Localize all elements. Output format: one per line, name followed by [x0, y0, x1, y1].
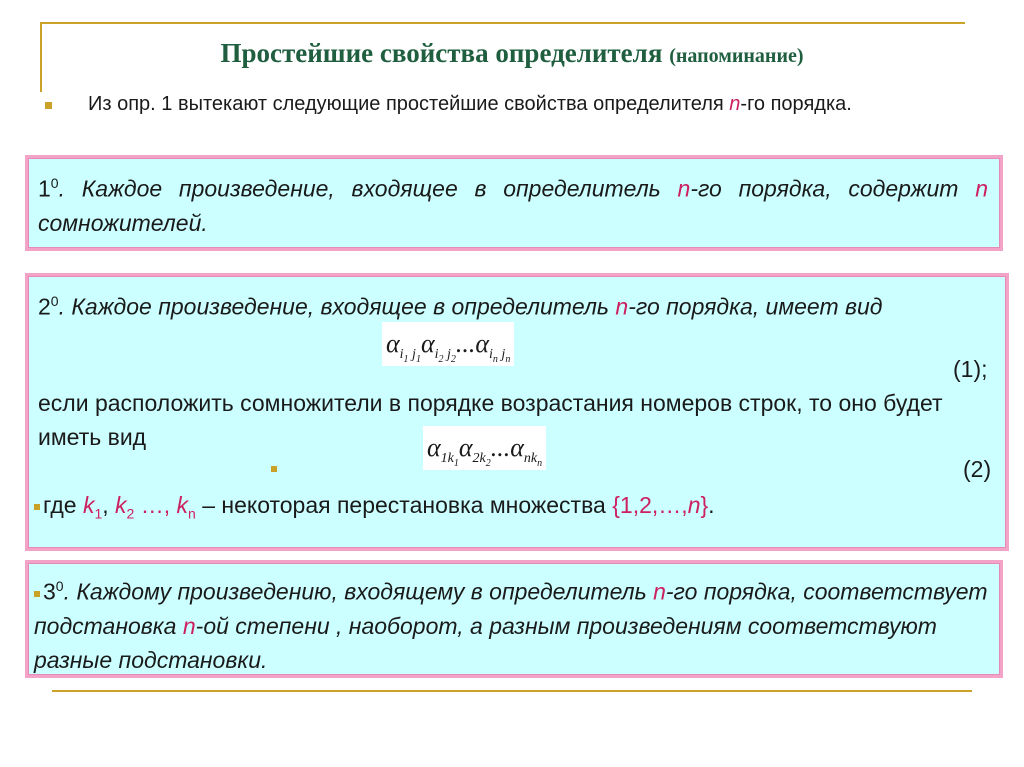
- decor-top-line: [40, 22, 965, 24]
- bullet-icon: [34, 504, 40, 510]
- bullet-icon: [271, 466, 277, 472]
- title-main: Простейшие свойства определителя: [220, 38, 663, 68]
- bullet-icon: [45, 102, 52, 109]
- formula-2: $\alpha_{1k_1}\alpha_{2k_2}...\alpha_{nk_n}$: [423, 426, 546, 470]
- property-2-box: [25, 273, 1009, 551]
- decor-bottom-line: [52, 690, 972, 692]
- title-sub: (напоминание): [669, 45, 804, 67]
- property-2-text: $2^0$. Каждое произведение, входящее в определитель n-го порядка, имеет вид: [38, 293, 883, 320]
- permutation-text: где $k_1$, $k_2$ …, $k_n$ – некоторая перестановка множества {1,2,…,n}.: [34, 488, 994, 531]
- property-1-box: [25, 155, 1003, 251]
- bullet-icon: [34, 591, 40, 597]
- intro-text: Из опр. 1 вытекают следующие простейшие свойства определителя n-го порядка.: [88, 93, 852, 115]
- equation-1-number: (1);: [953, 356, 988, 382]
- property-2-text-2: если расположить сомножители в порядке возрастания номеров строк, то оно будет иметь вид: [38, 390, 943, 450]
- formula-1: $\alpha_{i_1 j_1}\alpha_{i_2 j_2}...\alpha_{i_n j_n}$: [382, 322, 514, 366]
- property-1-text: $1^0$. Каждое произведение, входящее в определитель n-го порядка, содержит n сомножителей.: [38, 175, 988, 236]
- property-3-text: $3^0$. Каждому произведению, входящему в определитель n-го порядка, соответствует подстановка n-ой степени , наоборот, а разным произведениям соответствуют разные подстановки.: [34, 578, 988, 673]
- equation-2-number: (2): [963, 456, 992, 482]
- property-3-box: [25, 560, 1003, 678]
- slide-title: [0, 38, 1024, 69]
